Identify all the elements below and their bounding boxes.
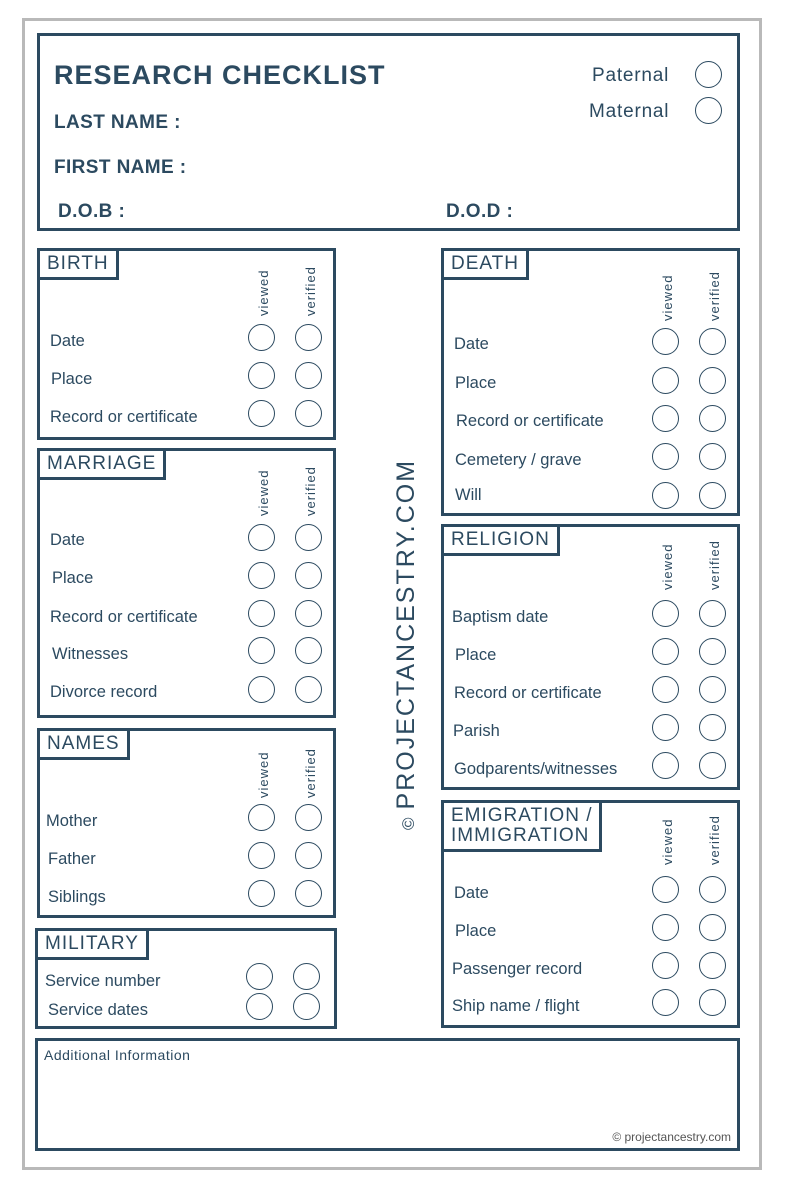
emigration-ship-viewed-check[interactable] [652,989,679,1016]
marriage-record-viewed-check[interactable] [248,600,275,627]
emigration-title-line1: EMIGRATION / [451,805,593,826]
names-mother-viewed-check[interactable] [248,804,275,831]
marriage-divorce-label: Divorce record [50,683,158,701]
birth-verified-header: verified [303,266,318,316]
birth-viewed-header: viewed [256,269,271,316]
birth-place-verified-check[interactable] [295,362,322,389]
footer-copyright: © projectancestry.com [612,1130,731,1144]
maternal-label: Maternal [589,101,670,122]
emigration-date-label: Date [454,884,489,902]
religion-record-viewed-check[interactable] [652,676,679,703]
names-section [37,728,336,918]
religion-record-label: Record or certificate [454,684,602,702]
religion-parish-viewed-check[interactable] [652,714,679,741]
marriage-place-viewed-check[interactable] [248,562,275,589]
death-viewed-header: viewed [660,274,675,321]
marriage-divorce-verified-check[interactable] [295,676,322,703]
marriage-date-label: Date [50,531,85,549]
marriage-date-viewed-check[interactable] [248,524,275,551]
religion-godparents-viewed-check[interactable] [652,752,679,779]
death-date-label: Date [454,335,489,353]
names-verified-header: verified [303,748,318,798]
religion-viewed-header: viewed [660,543,675,590]
emigration-passenger-label: Passenger record [452,960,583,978]
dob-label: D.O.B : [58,201,126,222]
religion-verified-header: verified [707,540,722,590]
birth-place-viewed-check[interactable] [248,362,275,389]
marriage-divorce-viewed-check[interactable] [248,676,275,703]
emigration-passenger-viewed-check[interactable] [652,952,679,979]
death-cemetery-label: Cemetery / grave [455,451,582,469]
names-mother-verified-check[interactable] [295,804,322,831]
names-title: NAMES [37,728,130,760]
emigration-place-viewed-check[interactable] [652,914,679,941]
military-title: MILITARY [35,928,149,960]
emigration-date-viewed-check[interactable] [652,876,679,903]
military-service-number-verified-check[interactable] [293,963,320,990]
death-title: DEATH [441,248,529,280]
marriage-verified-header: verified [303,466,318,516]
emigration-section [441,800,740,1028]
military-service-number-label: Service number [45,972,161,990]
religion-baptism-viewed-check[interactable] [652,600,679,627]
death-record-viewed-check[interactable] [652,405,679,432]
death-verified-header: verified [707,271,722,321]
religion-godparents-label: Godparents/witnesses [454,760,618,778]
death-will-viewed-check[interactable] [652,482,679,509]
emigration-passenger-verified-check[interactable] [699,952,726,979]
death-date-viewed-check[interactable] [652,328,679,355]
additional-info-label: Additional Information [44,1047,191,1063]
names-viewed-header: viewed [256,751,271,798]
religion-parish-label: Parish [453,722,500,740]
religion-place-viewed-check[interactable] [652,638,679,665]
paternal-label: Paternal [592,65,670,86]
marriage-place-verified-check[interactable] [295,562,322,589]
watermark [392,459,421,830]
additional-info-box[interactable] [35,1038,740,1151]
marriage-witnesses-label: Witnesses [52,645,129,663]
marriage-witnesses-viewed-check[interactable] [248,637,275,664]
birth-record-label: Record or certificate [50,408,198,426]
religion-place-label: Place [455,646,497,664]
birth-date-verified-check[interactable] [295,324,322,351]
marriage-title: MARRIAGE [37,448,166,480]
names-father-verified-check[interactable] [295,842,322,869]
names-mother-label: Mother [46,812,98,830]
emigration-place-label: Place [455,922,497,940]
dod-label: D.O.D : [446,201,514,222]
birth-record-viewed-check[interactable] [248,400,275,427]
last-name-label: LAST NAME : [54,112,181,133]
death-place-label: Place [455,374,497,392]
death-cemetery-viewed-check[interactable] [652,443,679,470]
military-service-dates-verified-check[interactable] [293,993,320,1020]
religion-parish-verified-check[interactable] [699,714,726,741]
paternal-radio[interactable] [695,61,722,88]
header-box [37,33,740,231]
death-will-label: Will [455,486,482,504]
military-service-number-viewed-check[interactable] [246,963,273,990]
military-service-dates-label: Service dates [48,1001,148,1019]
marriage-record-verified-check[interactable] [295,600,322,627]
watermark-text: PROJECTANCESTRY.COM [392,458,420,810]
copyright-symbol: © [399,815,418,830]
names-father-viewed-check[interactable] [248,842,275,869]
emigration-viewed-header: viewed [660,818,675,865]
birth-record-verified-check[interactable] [295,400,322,427]
death-section [441,248,740,516]
marriage-viewed-header: viewed [256,469,271,516]
first-name-label: FIRST NAME : [54,157,187,178]
marriage-record-label: Record or certificate [50,608,198,626]
death-record-label: Record or certificate [456,412,604,430]
emigration-title [441,800,602,852]
page-title: RESEARCH CHECKLIST [54,60,386,90]
marriage-place-label: Place [52,569,94,587]
names-siblings-viewed-check[interactable] [248,880,275,907]
death-will-verified-check[interactable] [699,482,726,509]
emigration-date-verified-check[interactable] [699,876,726,903]
birth-date-label: Date [50,332,85,350]
death-place-verified-check[interactable] [699,367,726,394]
death-cemetery-verified-check[interactable] [699,443,726,470]
emigration-verified-header: verified [707,815,722,865]
religion-section [441,524,740,790]
birth-date-viewed-check[interactable] [248,324,275,351]
marriage-date-verified-check[interactable] [295,524,322,551]
emigration-ship-verified-check[interactable] [699,989,726,1016]
religion-title: RELIGION [441,524,560,556]
military-section [35,928,337,1029]
death-place-viewed-check[interactable] [652,367,679,394]
birth-section [37,248,336,440]
maternal-radio[interactable] [695,97,722,124]
death-record-verified-check[interactable] [699,405,726,432]
religion-baptism-label: Baptism date [452,608,549,626]
military-service-dates-viewed-check[interactable] [246,993,273,1020]
death-date-verified-check[interactable] [699,328,726,355]
names-siblings-verified-check[interactable] [295,880,322,907]
religion-godparents-verified-check[interactable] [699,752,726,779]
emigration-ship-label: Ship name / flight [452,997,580,1015]
emigration-place-verified-check[interactable] [699,914,726,941]
religion-place-verified-check[interactable] [699,638,726,665]
marriage-witnesses-verified-check[interactable] [295,637,322,664]
names-father-label: Father [48,850,96,868]
birth-title: BIRTH [37,248,119,280]
marriage-section [37,448,336,718]
religion-record-verified-check[interactable] [699,676,726,703]
emigration-title-line2: IMMIGRATION [451,824,590,846]
religion-baptism-verified-check[interactable] [699,600,726,627]
names-siblings-label: Siblings [48,888,106,906]
birth-place-label: Place [51,370,93,388]
